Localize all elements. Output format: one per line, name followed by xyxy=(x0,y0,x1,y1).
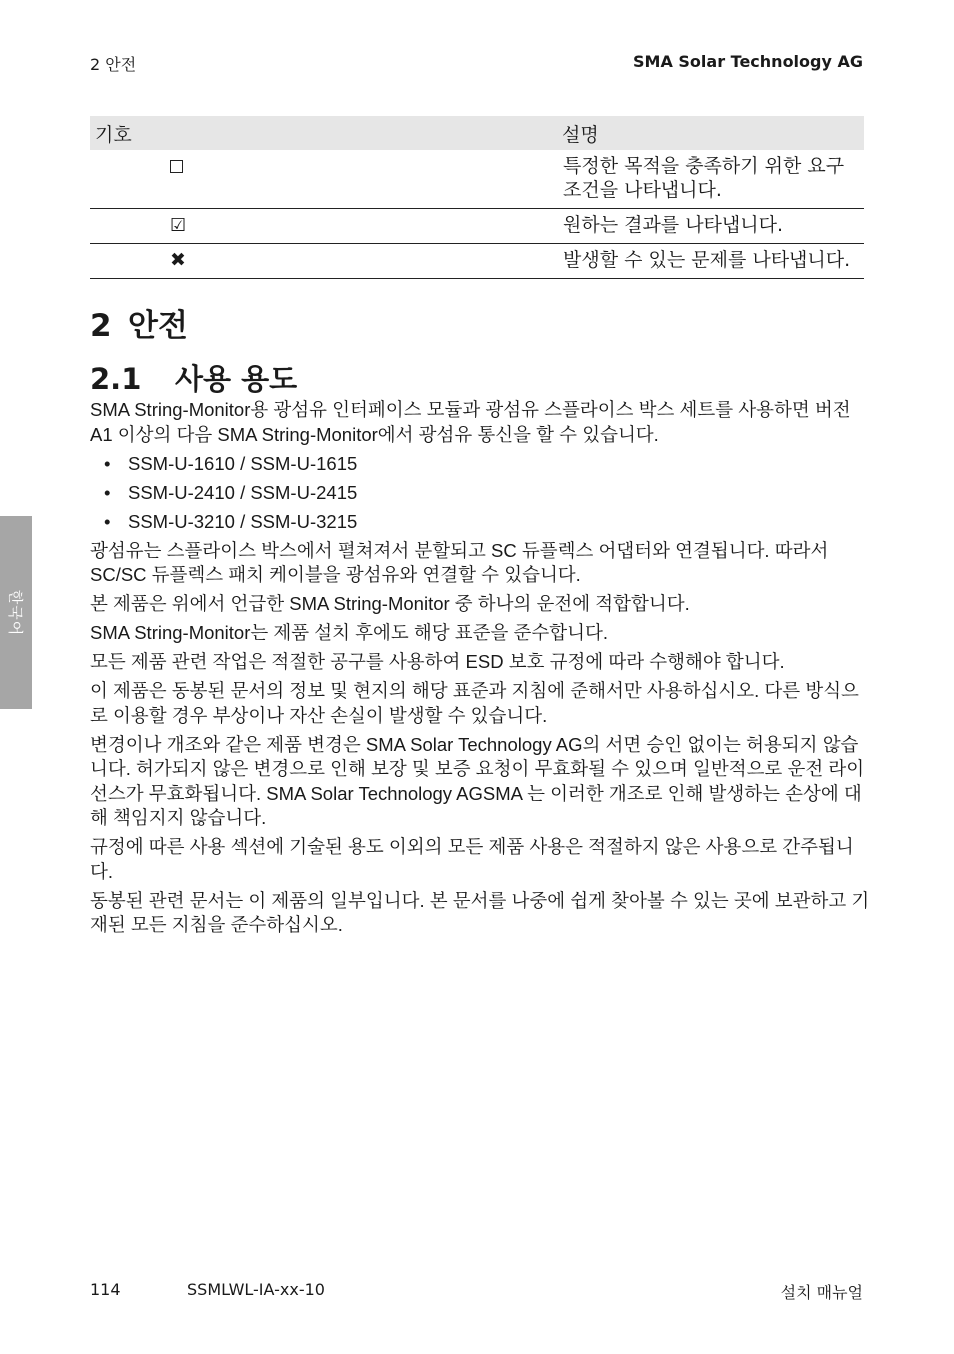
header-chapter: 2 안전 xyxy=(90,55,137,74)
symbol-cell xyxy=(90,244,557,279)
symbol-table xyxy=(90,116,864,279)
subsection-number: 2.1 xyxy=(90,362,142,396)
language-side-tab xyxy=(0,516,32,709)
paragraph: 규정에 따른 사용 섹션에 기술된 용도 이외의 모든 제품 사용은 적절하지 않은 사용으로 간주됩니다. xyxy=(90,836,854,882)
header-company: SMA Solar Technology AG xyxy=(633,52,863,71)
language-label: 한국어 xyxy=(6,589,25,636)
checkbox-empty-icon xyxy=(170,160,183,173)
footer-document-title: 설치 매뉴얼 xyxy=(780,1283,863,1302)
footer-page-number: 114 xyxy=(90,1280,121,1299)
model-list xyxy=(90,452,870,535)
paragraph: SMA String-Monitor는 제품 설치 후에도 해당 표준을 준수합니다. xyxy=(90,622,609,643)
list-item: • SSM-U-2410 / SSM-U-2415 xyxy=(90,481,870,506)
symbol-column-header: 기호 xyxy=(90,116,557,150)
paragraph: 이 제품은 동봉된 문서의 정보 및 현지의 해당 표준과 지침에 준해서만 사용하십시오. 다른 방식으로 이용할 경우 부상이나 자산 손실이 발생할 수 있습니다. xyxy=(90,680,859,726)
section-title: 안전 xyxy=(128,308,188,344)
description-cell: 특정한 목적을 충족하기 위한 요구조건을 나타냅니다. xyxy=(557,150,864,209)
table-row xyxy=(90,244,864,279)
list-item: • SSM-U-1610 / SSM-U-1615 xyxy=(90,452,870,477)
footer-document-code: SSMLWL-IA-xx-10 xyxy=(187,1280,325,1299)
section-number: 2 xyxy=(90,308,112,344)
subsection-title: 사용 용도 xyxy=(175,362,298,396)
paragraph: 본 제품은 위에서 언급한 SMA String-Monitor 중 하나의 운전에 적합합니다. xyxy=(90,593,690,614)
table-row xyxy=(90,209,864,244)
checkbox-checked-icon: ☑ xyxy=(170,215,187,236)
symbol-cell xyxy=(90,209,557,244)
description-cell: 원하는 결과를 나타냅니다. xyxy=(557,209,864,244)
cross-icon: ✖ xyxy=(170,249,186,271)
subsection-heading xyxy=(90,357,297,398)
table-row xyxy=(90,150,864,209)
section-heading xyxy=(90,300,188,345)
description-column-header: 설명 xyxy=(557,116,864,150)
description-cell: 발생할 수 있는 문제를 나타냅니다. xyxy=(557,244,864,279)
symbol-cell xyxy=(90,150,557,209)
symbol-table-header xyxy=(90,116,864,150)
paragraph: 동봉된 관련 문서는 이 제품의 일부입니다. 본 문서를 나중에 쉽게 찾아볼 수 있는 곳에 보관하고 기재된 모든 지침을 준수하십시오. xyxy=(90,889,870,935)
paragraph: 변경이나 개조와 같은 제품 변경은 SMA Solar Technology AG의 서면 승인 없이는 허용되지 않습니다. 허가되지 않은 변경으로 인해 보장 및 보증 요청이 무효화될 수 있으며 일반적으로 운전 라이선스가 무효화됩니다. SMA Solar Technology AGSMA 는 이러한 개조로 인해 발생하는 손상에 대해 책임지지 않습니다. xyxy=(90,733,865,828)
paragraph: 모든 제품 관련 작업은 적절한 공구를 사용하여 ESD 보호 규정에 따라 수행해야 합니다. xyxy=(90,651,785,672)
paragraph: 광섬유는 스플라이스 박스에서 펼쳐져서 분할되고 SC 듀플렉스 어댑터와 연결됩니다. 따라서 SC/SC 듀플렉스 패치 케이블을 광섬유와 연결할 수 있습니다. xyxy=(90,539,829,585)
body-content xyxy=(90,398,870,942)
intro-paragraph: SMA String-Monitor용 광섬유 인터페이스 모듈과 광섬유 스플라이스 박스 세트를 사용하면 버전 A1 이상의 다음 SMA String-Monitor에서 광섬유 통신을 할 수 있습니다. xyxy=(90,399,851,445)
list-item: • SSM-U-3210 / SSM-U-3215 xyxy=(90,510,870,535)
